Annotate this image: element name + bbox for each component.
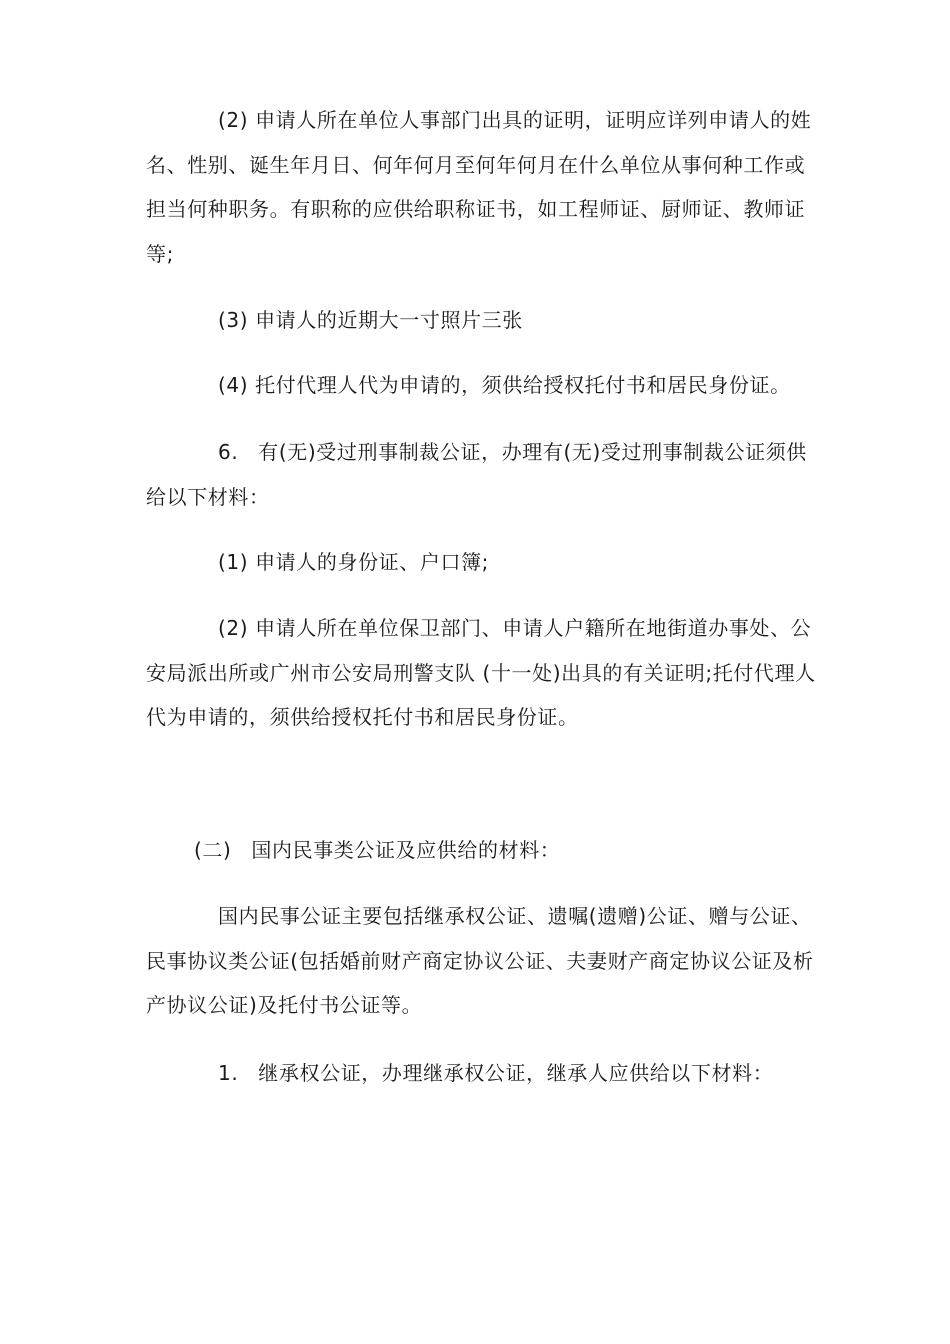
paragraph-id-card: (1) 申请人的身份证、户口簿; [218, 550, 490, 574]
paragraph-photos: (3) 申请人的近期大一寸照片三张 [218, 308, 523, 332]
paragraph-domestic-civil-overview: 国内民事公证主要包括继承权公证、遗嘱(遗赠)公证、赠与公证、民事协议类公证(包括婚前财产商定协议公证、夫妻财产商定协议公证及析产协议公证)及托付书公证等。 [146, 904, 814, 1017]
item-number: 1. [218, 1061, 239, 1085]
item-text: 继承权公证，办理继承权公证，继承人应供给以下材料： [258, 1061, 774, 1085]
section-number: (二) [194, 838, 232, 862]
item-text: 有(无)受过刑事制裁公证，办理有(无)受过刑事制裁公证须供给以下材料： [146, 440, 807, 509]
paragraph-security-certificate: (2) 申请人所在单位保卫部门、申请人户籍所在地街道办事处、公安局派出所或广州市公安局刑警支队 (十一处)出具的有关证明;托付代理人代为申请的，须供给授权托付书和居民身份证。 [146, 616, 816, 729]
paragraph-inheritance-heading [146, 1051, 818, 1096]
paragraph-criminal-record-heading [146, 430, 818, 519]
section-heading-domestic-civil [146, 828, 818, 873]
paragraph-agent-authorization: (4) 托付代理人代为申请的，须供给授权托付书和居民身份证。 [218, 373, 791, 397]
item-number: 6. [218, 440, 239, 464]
section-title: 国内民事类公证及应供给的材料： [251, 838, 561, 862]
paragraph-employer-certificate: (2) 申请人所在单位人事部门出具的证明，证明应详列申请人的姓名、性别、诞生年月日、何年何月至何年何月在什么单位从事何种工作或担当何种职务。有职称的应供给职称证书，如工程师证、厨师证、教师证等; [146, 108, 812, 266]
